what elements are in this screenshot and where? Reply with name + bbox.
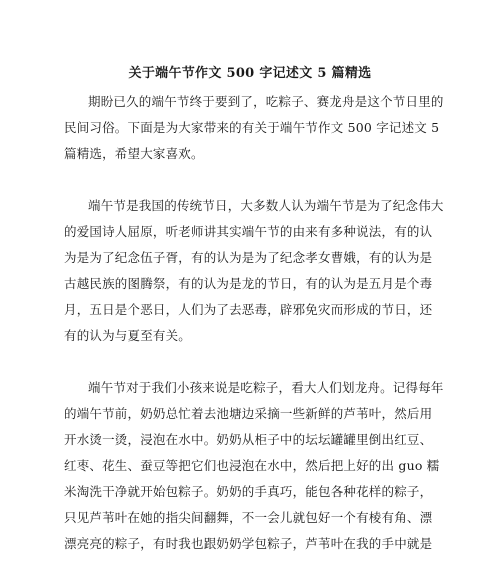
intro-line-2: 民间习俗。下面是为大家带来的有关于端午节作文 500 字记述文 5 xyxy=(64,120,440,135)
para2-line-5: 米淘洗干净就开始包粽子。奶奶的手真巧，能包各种花样的粽子， xyxy=(64,484,433,499)
para1-line-3: 为是为了纪念伍子胥，有的认为是为了纪念孝女曹娥，有的认为是 xyxy=(64,250,433,265)
para1-line-4: 古越民族的图腾祭，有的认为是龙的节日，有的认为是五月是个毒 xyxy=(64,276,433,291)
document-title: 关于端午节作文 500 字记述文 5 篇精选 xyxy=(128,66,372,81)
para2-line-3: 开水烫一烫，浸泡在水中。奶奶从柜子中的坛坛罐罐里倒出红豆、 xyxy=(64,432,433,447)
para2-line-4: 红枣、花生、蚕豆等把它们也浸泡在水中，然后把上好的出 guo 糯 xyxy=(64,458,440,473)
para1-line-6: 有的认为与夏至有关。 xyxy=(64,328,192,343)
para1-line-1: 端午节是我国的传统节日，大多数人认为端午节是为了纪念伟大 xyxy=(88,198,444,213)
para1-line-2: 的爱国诗人屈原，听老师讲其实端午节的由来有多种说法，有的认 xyxy=(64,224,433,239)
para2-line-2: 的端午节前，奶奶总忙着去池塘边采摘一些新鲜的芦苇叶，然后用 xyxy=(64,406,433,421)
para1-line-5: 月，五日是个恶日，人们为了去恶毒，辟邪免灾而形成的节日，还 xyxy=(64,302,433,317)
intro-line-1: 期盼已久的端午节终于要到了，吃粽子、赛龙舟是这个节日里的 xyxy=(88,94,444,109)
intro-line-3: 篇精选，希望大家喜欢。 xyxy=(64,146,204,161)
para2-line-6: 只见芦苇叶在她的指尖间翻舞，不一会儿就包好一个有棱有角、漂 xyxy=(64,510,433,525)
para2-line-1: 端午节对于我们小孩来说是吃粽子，看大人们划龙舟。记得每年 xyxy=(88,380,444,395)
para2-line-7: 漂亮亮的粽子，有时我也跟奶奶学包粽子，芦苇叶在我的手中就是 xyxy=(64,536,433,551)
